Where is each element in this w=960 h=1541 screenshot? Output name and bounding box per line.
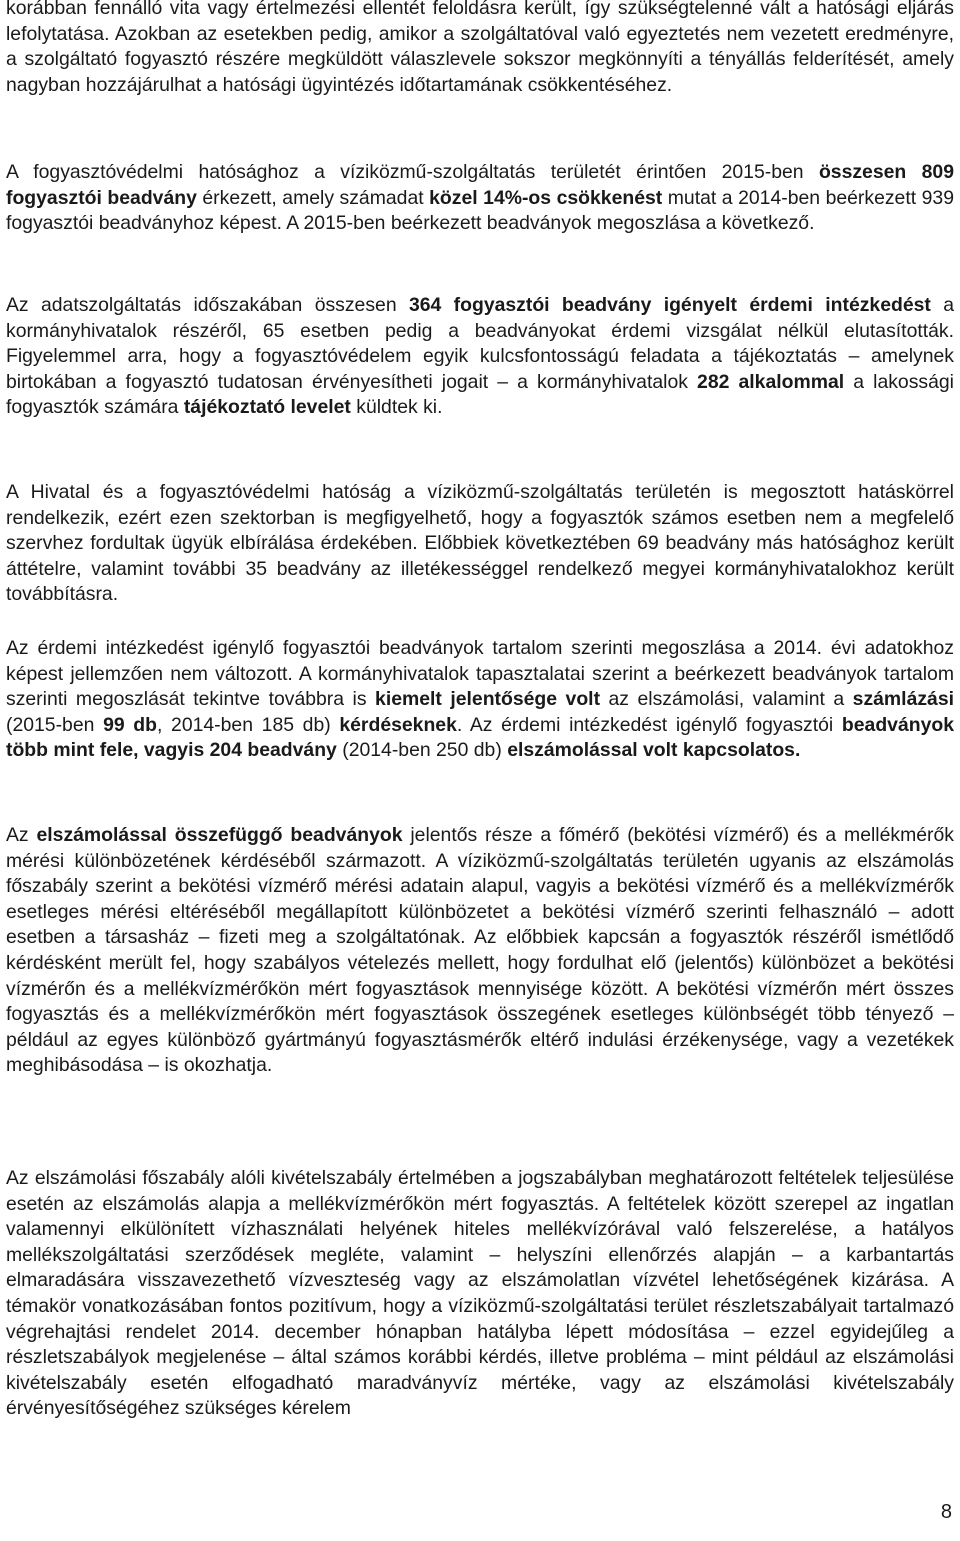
bold-text-run: kérdéseknek: [339, 713, 457, 736]
bold-text-run: elszámolással volt kapcsolatos.: [507, 739, 801, 762]
paragraph-6: [6, 823, 954, 1079]
text-run: Az adatszolgáltatás időszakában összesen: [6, 294, 409, 316]
bold-text-run: beadványok több mint fele, vagyis 204 beadvány: [6, 713, 954, 762]
text-run: korábban fennálló vita vagy értelmezési ellentét feloldásra került, így szükségtelenné vált a hatósági eljárás lefolytatása. Azokban az esetekben pedig, amikor a szolgáltatóval való egyeztetés nem vezetett eredményre, a szolgáltató fogyasztó részére megküldött válaszlevele sokszor megkönnyíti a tényállás felderítését, amely nagyban hozzájárulhat a hatósági ügyintézés időtartamának csökkentéséhez.: [6, 0, 954, 96]
bold-text-run: 364 fogyasztói beadvány igényelt érdemi intézkedést: [408, 294, 931, 316]
text-run: mutat a 2014-ben beérkezett 939 fogyasztói beadványhoz képest. A 2015-ben beérkezett beadványok megoszlása a következő.: [6, 186, 954, 235]
bold-text-run: tájékoztató levelet: [183, 396, 351, 419]
text-run: , 2014-ben 185 db): [157, 713, 340, 736]
text-run: Az: [6, 824, 37, 846]
bold-text-run: 99 db: [103, 713, 157, 736]
bold-text-run: közel 14%-os csökkenést: [429, 186, 663, 209]
text-run: (2014-ben 250 db): [336, 739, 508, 762]
text-run: A fogyasztóvédelmi hatósághoz a víziközmű-szolgáltatás területét érintően 2015-ben: [6, 161, 819, 183]
bold-text-run: összesen 809 fogyasztói beadvány: [6, 161, 954, 209]
bold-text-run: kiemelt jelentősége volt: [375, 688, 601, 711]
text-run: Az elszámolási főszabály alóli kivételszabály értelmében a jogszabályban meghatározott feltételek teljesülése esetén az elszámolás alapja a mellékvízmérőkön mért fogyasztás. A feltételek között szerepel az ingatlan valamennyi elkülönített vízhasználati helyének hiteles mellékvízórával való felszerelése, a hatályos mellékszolgáltatási szerződések megléte, valamint – helyszíni ellenőrzés alapján – a karbantartás elmaradására visszavezethető vízveszteség vagy az elszámolatlan vízvétel lehetőségének kizárása. A témakör vonatkozásában fontos pozitívum, hogy a víziközmű-szolgáltatási terület részletszabályait tartalmazó végrehajtási rendelet 2014. december hónapban hatályba lépett módosítása – ezzel egyidejűleg a részletszabályok megjelenése – által számos korábbi kérdés, illetve probléma – mint például az elszámolási kivételszabály esetén elfogadható maradványvíz mértéke, vagy az elszámolási kivételszabály érvényesítőségéhez szükséges kérelem: [6, 1167, 954, 1420]
text-run: küldtek ki.: [350, 396, 443, 419]
text-run: a kormányhivatalok részéről, 65 esetben pedig a beadványokat érdemi vizsgálat nélkül elutasították. Figyelemmel arra, hogy a fogyasztóvédelem egyik kulcsfontosságú feladata a tájékoztatás – amelynek birtokában a fogyasztó tudatosan érvényesítheti jogait – a kormányhivatalok: [6, 294, 955, 393]
bold-text-run: számlázási: [852, 688, 954, 711]
text-run: (2015-ben: [6, 713, 104, 736]
text-run: az elszámolási, valamint a: [600, 688, 853, 711]
text-run: jelentős része a főmérő (bekötési vízmérő) és a mellékmérők mérési különbözetének kérdéséből származott. A víziközmű-szolgáltatás területén ugyanis az elszámolás főszabály szerint a bekötési vízmérő mérési adatain alapul, vagyis a bekötési vízmérő és a mellékvízmérők esetleges mérési eltéréséből megállapított különbözetet a bekötési vízmérő szerinti felhasználó – adott esetben a társasház – fizeti meg a szolgáltatónak. Az előbbiek kapcsán a fogyasztók részéről ismétlődő kérdésként merült fel, hogy szabályos vételezés mellett, hogy fordulhat elő (jelentős) különbözet a bekötési vízmérőn és a mellékvízmérőkön mért fogyasztások mennyisége között. A bekötési vízmérőn mért összes fogyasztás és a mellékvízmérőkön mért fogyasztások összegének esetleges különbségét több tényező – például az egyes különböző gyártmányú fogyasztásmérők eltérő indulási érzékenysége, vagy a vezetékek meghibásodása – is okozhatja.: [6, 824, 954, 1077]
text-run: Az érdemi intézkedést igénylő fogyasztói beadványok tartalom szerinti megoszlása a 2014. évi adatokhoz képest jellemzően nem változott. A kormányhivatalok tapasztalatai szerint a beérkezett beadványok tartalom szerinti megoszlását tekintve továbbra is: [6, 637, 954, 711]
text-run: A Hivatal és a fogyasztóvédelmi hatóság a víziközmű-szolgáltatás területén is megosztott hatáskörrel rendelkezik, ezért ezen szektorban is megfigyelhető, hogy a fogyasztók számos esetben nem a megfelelő szervhez fordultak ügyük elbírálása érdekében. Előbbiek következtében 69 beadvány más hatósághoz került áttételre, valamint további 35 beadvány az illetékességgel rendelkező megyei kormányhivatalokhoz került továbbításra.: [6, 481, 954, 606]
paragraph-4: [6, 480, 954, 608]
paragraph-2: [6, 160, 954, 237]
page-number: 8: [940, 1501, 952, 1523]
paragraph-7: [6, 1166, 954, 1422]
text-run: . Az érdemi intézkedést igénylő fogyasztói: [456, 713, 842, 736]
bold-text-run: elszámolással összefüggő beadványok: [36, 824, 403, 846]
paragraph-5: [6, 636, 954, 764]
paragraph-3: [6, 293, 954, 421]
paragraph-1: [6, 0, 954, 98]
text-run: a lakossági fogyasztók számára: [6, 370, 954, 419]
text-run: érkezett, amely számadat: [196, 186, 430, 209]
bold-text-run: 282 alkalommal: [697, 370, 845, 393]
